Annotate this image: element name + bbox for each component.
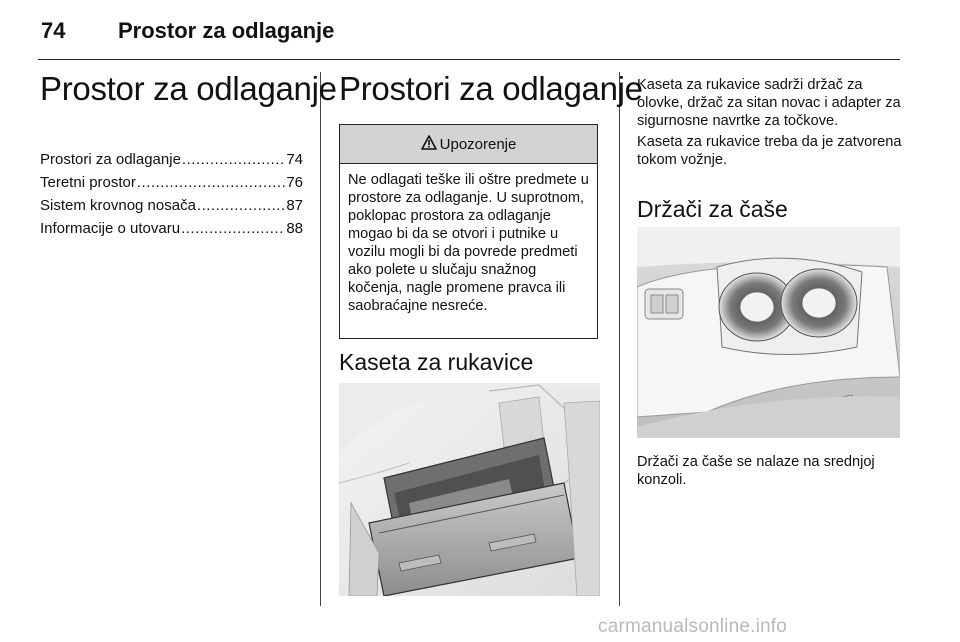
page-number: 74 bbox=[41, 18, 66, 43]
cupholders-heading: Držači za čaše bbox=[637, 196, 788, 222]
chapter-title: Prostor za odlaganje bbox=[40, 70, 337, 107]
toc-entry[interactable] bbox=[40, 194, 303, 217]
toc-entry-label: Teretni prostor bbox=[40, 174, 136, 191]
warning-header bbox=[340, 125, 597, 164]
column-divider bbox=[619, 72, 620, 606]
glovebox-paragraph: Kaseta za rukavice sadrži držač za olovke, držač za sitan novac i adapter za sigurnosne navrtke za točkove. bbox=[637, 77, 901, 129]
cupholders-illustration bbox=[637, 227, 900, 438]
toc-entry-page: 76 bbox=[286, 174, 303, 191]
toc-entry-label: Informacije o utovaru bbox=[40, 220, 181, 237]
toc-entry[interactable] bbox=[40, 148, 303, 171]
warning-triangle-icon bbox=[421, 135, 437, 154]
glovebox-paragraph: Kaseta za rukavice treba da je zatvorena tokom vožnje. bbox=[637, 134, 902, 168]
table-of-contents bbox=[40, 148, 303, 240]
toc-entry[interactable] bbox=[40, 217, 303, 240]
header-rule bbox=[38, 59, 900, 60]
toc-entry-label: Sistem krovnog nosača bbox=[40, 197, 196, 214]
warning-box bbox=[339, 124, 598, 339]
toc-leader bbox=[197, 194, 285, 217]
cupholders-paragraph: Držači za čaše se nalaze na srednjoj konzoli. bbox=[637, 454, 875, 488]
toc-leader bbox=[181, 217, 285, 240]
glovebox-illustration bbox=[339, 383, 600, 596]
warning-text: Ne odlagati teške ili oštre predmete u prostore za odlaganje. U suprotnom, poklopac prostora za odlaganje mogao bi da se otvori i putnike u vozilu mogli bi da povrede predmeti ako polete u slučaju snažnog kočenja, nagle promene pravca ili saobraćajne nesreće. bbox=[348, 172, 589, 314]
glovebox-heading: Kaseta za rukavice bbox=[339, 349, 534, 375]
toc-entry-label: Prostori za odlaganje bbox=[40, 151, 181, 168]
watermark: carmanualsonline.info bbox=[598, 616, 788, 637]
toc-entry-page: 74 bbox=[286, 151, 303, 168]
toc-entry-page: 88 bbox=[286, 220, 303, 237]
column-divider bbox=[320, 72, 321, 606]
toc-entry-page: 87 bbox=[286, 197, 303, 214]
toc-entry[interactable] bbox=[40, 171, 303, 194]
running-title: Prostor za odlaganje bbox=[118, 18, 335, 43]
warning-title: Upozorenje bbox=[439, 135, 517, 153]
section-title: Prostori za odlaganje bbox=[339, 70, 643, 107]
toc-leader bbox=[137, 171, 285, 194]
toc-leader bbox=[182, 148, 285, 171]
